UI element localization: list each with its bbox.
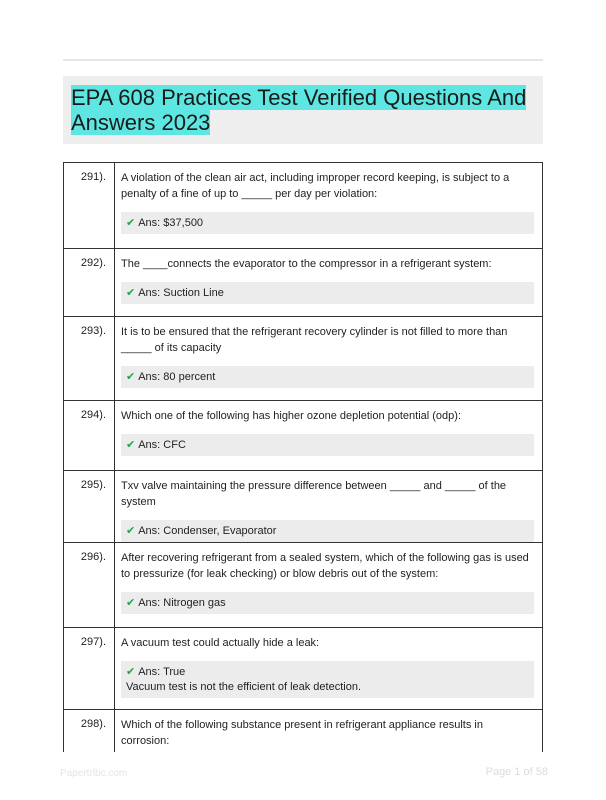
question-cell bbox=[115, 543, 543, 628]
question-cell bbox=[115, 163, 543, 249]
check-icon: ✔ bbox=[126, 286, 136, 299]
answer-box bbox=[121, 592, 534, 614]
question-number: 292). bbox=[64, 249, 115, 317]
table-row bbox=[64, 471, 543, 543]
table-row bbox=[64, 163, 543, 249]
answer-box bbox=[121, 434, 534, 456]
answer-explanation: Vacuum test is not the efficient of leak detection. bbox=[126, 681, 362, 693]
answer-text: Ans: $37,500 bbox=[138, 217, 204, 229]
table-row bbox=[64, 317, 543, 401]
check-icon: ✔ bbox=[126, 370, 136, 383]
answer-box bbox=[121, 661, 534, 698]
check-icon: ✔ bbox=[126, 524, 136, 537]
page-number: Page 1 of 58 bbox=[485, 766, 548, 778]
question-number: 297). bbox=[64, 628, 115, 710]
answer-text: Ans: CFC bbox=[138, 439, 186, 451]
table-row bbox=[64, 249, 543, 317]
question-text: Which one of the following has higher ozone depletion potential (odp): bbox=[121, 410, 462, 422]
answer-text: Ans: 80 percent bbox=[138, 371, 216, 383]
page-title-text: EPA 608 Practices Test Verified Questions And Answers 2023 bbox=[71, 85, 527, 135]
question-cell bbox=[115, 249, 543, 317]
table-row bbox=[64, 710, 543, 752]
question-number: 291). bbox=[64, 163, 115, 249]
table-row bbox=[64, 401, 543, 471]
question-number: 296). bbox=[64, 543, 115, 628]
page-title bbox=[71, 85, 531, 135]
question-text: A violation of the clean air act, including improper record keeping, is subject to a penalty of a fine of up to _____ per day per violation: bbox=[121, 172, 510, 200]
question-cell bbox=[115, 471, 543, 543]
check-icon: ✔ bbox=[126, 596, 136, 609]
question-number: 295). bbox=[64, 471, 115, 543]
question-number: 298). bbox=[64, 710, 115, 752]
answer-text: Ans: True bbox=[138, 666, 186, 678]
answer-text: Ans: Nitrogen gas bbox=[138, 597, 226, 609]
question-text: After recovering refrigerant from a sealed system, which of the following gas is used to pressurize (for leak checking) or blow debris out of the system: bbox=[121, 552, 529, 580]
questions-table bbox=[63, 162, 543, 752]
question-text: The ____connects the evaporator to the compressor in a refrigerant system: bbox=[121, 258, 492, 270]
question-cell bbox=[115, 710, 543, 752]
answer-text: Ans: Suction Line bbox=[138, 287, 224, 299]
question-text: Which of the following substance present in refrigerant appliance results in corrosion: bbox=[121, 719, 483, 747]
answer-box bbox=[121, 212, 534, 234]
question-cell bbox=[115, 628, 543, 710]
question-text: A vacuum test could actually hide a leak: bbox=[121, 637, 320, 649]
check-icon: ✔ bbox=[126, 216, 136, 229]
question-number: 293). bbox=[64, 317, 115, 401]
question-text: Txv valve maintaining the pressure difference between _____ and _____ of the system bbox=[121, 480, 507, 508]
question-number: 294). bbox=[64, 401, 115, 471]
check-icon: ✔ bbox=[126, 665, 136, 678]
table-row bbox=[64, 628, 543, 710]
answer-box bbox=[121, 520, 534, 542]
table-row bbox=[64, 543, 543, 628]
question-cell bbox=[115, 317, 543, 401]
answer-text: Ans: Condenser, Evaporator bbox=[138, 525, 277, 537]
footer-site: Papertrlbc.com bbox=[60, 768, 128, 779]
question-cell bbox=[115, 401, 543, 471]
answer-box bbox=[121, 282, 534, 304]
answer-box bbox=[121, 366, 534, 388]
check-icon: ✔ bbox=[126, 438, 136, 451]
question-text: It is to be ensured that the refrigerant recovery cylinder is not filled to more than _____ of its capacity bbox=[121, 326, 508, 354]
title-box bbox=[63, 76, 543, 144]
top-rule bbox=[63, 59, 543, 61]
